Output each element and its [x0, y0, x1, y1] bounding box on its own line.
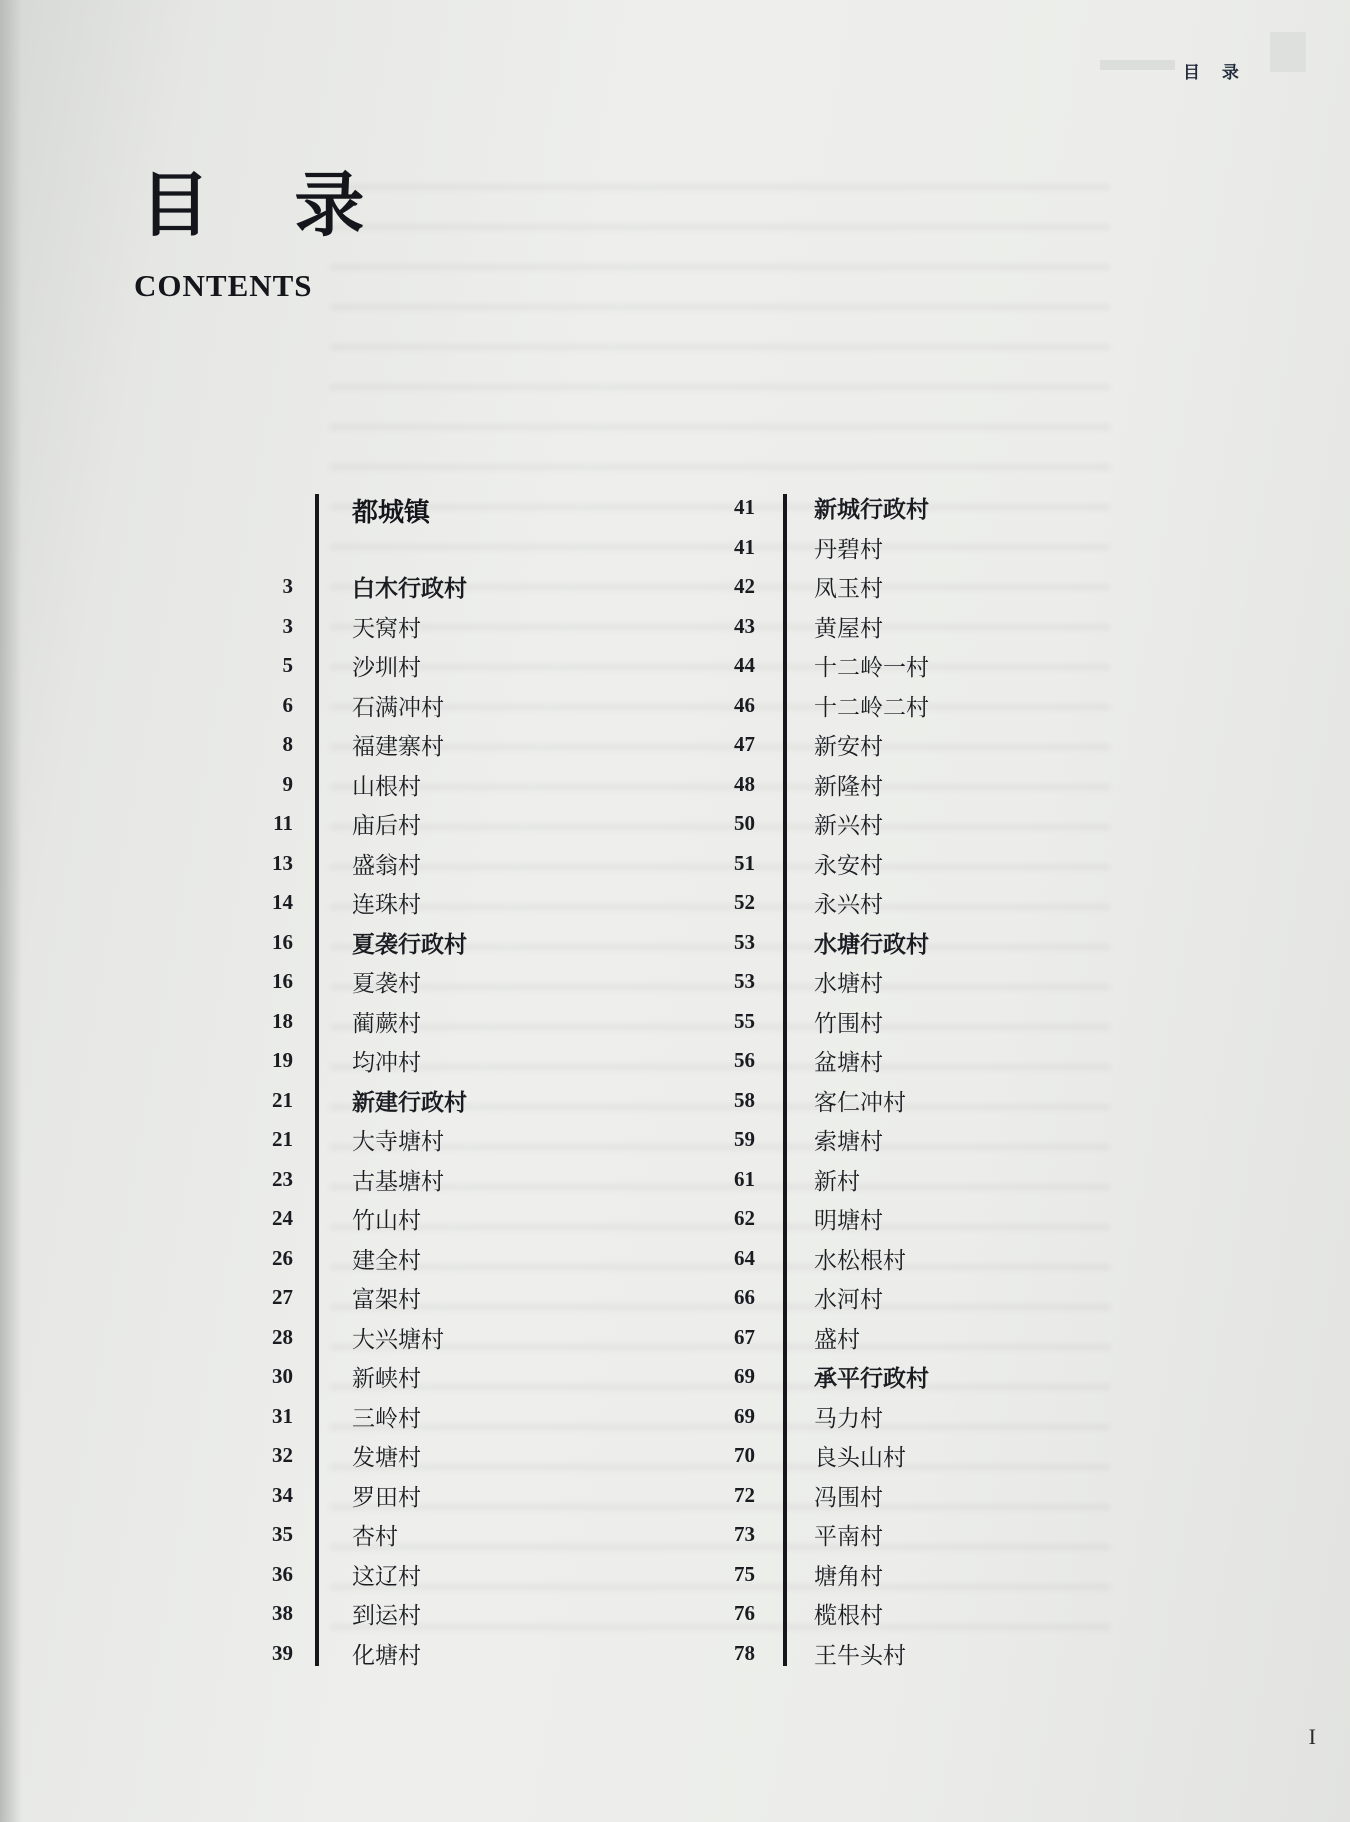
toc-village-group-name: 承平行政村 — [814, 1366, 929, 1392]
toc-page-number: 58 — [734, 1087, 755, 1112]
toc-village-group-name: 新城行政村 — [814, 497, 929, 523]
toc-page-number: 55 — [734, 1008, 755, 1033]
toc-village-name: 蔺蕨村 — [352, 1010, 421, 1037]
toc-village-name: 福建寨村 — [352, 734, 444, 760]
toc-village-name: 富架村 — [352, 1287, 421, 1313]
toc-village-name: 天窝村 — [352, 615, 421, 642]
toc-page-number: 41 — [734, 495, 755, 519]
toc-page-number: 3 — [282, 574, 293, 598]
toc-page-number: 32 — [272, 1443, 293, 1467]
toc-village-name: 榄根村 — [814, 1603, 883, 1629]
toc-page-number: 50 — [734, 811, 755, 835]
toc-village-name: 平南村 — [814, 1524, 883, 1550]
toc-page-number: 53 — [734, 929, 755, 954]
toc-page-number: 56 — [734, 1048, 755, 1072]
toc-village-name: 大寺塘村 — [352, 1129, 444, 1155]
toc-village-name: 新峡村 — [352, 1366, 421, 1392]
toc-village-name: 十二岭二村 — [814, 694, 929, 721]
toc-village-name: 发塘村 — [352, 1445, 421, 1471]
toc-village-name: 盆塘村 — [814, 1050, 883, 1076]
toc-village-name: 竹围村 — [814, 1010, 883, 1037]
toc-village-name: 建全村 — [352, 1247, 421, 1274]
header-ghost-bar — [1100, 60, 1175, 70]
toc-page-number: 41 — [734, 534, 755, 559]
toc-village-name: 王牛头村 — [814, 1642, 906, 1669]
toc-village-name: 永安村 — [814, 852, 883, 879]
toc-page-number: 43 — [734, 613, 755, 638]
toc-village-name: 盛村 — [814, 1326, 860, 1353]
toc-village-name: 新兴村 — [814, 813, 883, 839]
toc-village-name: 凤玉村 — [814, 576, 883, 602]
toc-village-name: 夏袭村 — [352, 971, 421, 997]
toc-village-name: 永兴村 — [814, 892, 883, 918]
toc-page-number: 39 — [272, 1640, 293, 1665]
toc-page-number: 16 — [272, 929, 293, 954]
toc-page-number: 48 — [734, 771, 755, 796]
toc-page-number: 75 — [734, 1561, 755, 1586]
toc-village-name: 石满冲村 — [352, 694, 444, 721]
header-ghost-block — [1270, 32, 1306, 72]
toc-page-number: 44 — [734, 653, 755, 677]
toc-page-number: 67 — [734, 1324, 755, 1349]
toc-page-number: 3 — [282, 613, 293, 638]
toc-village-name: 古基塘村 — [352, 1168, 444, 1195]
toc-village-name: 连珠村 — [352, 892, 421, 918]
toc-page-number: 64 — [734, 1245, 755, 1270]
toc-village-name: 化塘村 — [352, 1642, 421, 1669]
toc-page-number: 62 — [734, 1206, 755, 1230]
toc-village-name: 马力村 — [814, 1405, 883, 1432]
page-title-cn: 目 录 — [140, 163, 395, 246]
toc-page-number: 69 — [734, 1403, 755, 1428]
toc-page-number: 21 — [272, 1127, 293, 1151]
toc-page-number: 59 — [734, 1127, 755, 1151]
toc-village-name: 冯围村 — [814, 1484, 883, 1511]
toc-page-number: 61 — [734, 1166, 755, 1191]
toc-page-number: 38 — [272, 1601, 293, 1625]
toc-page-number: 26 — [272, 1245, 293, 1270]
page-edge-shadow — [0, 0, 22, 1822]
toc-page-number: 70 — [734, 1443, 755, 1467]
toc-page-number: 21 — [272, 1087, 293, 1112]
toc-village-name: 这辽村 — [352, 1563, 421, 1590]
toc-village-group-name: 水塘行政村 — [814, 931, 929, 958]
toc-village-group-name: 新建行政村 — [352, 1089, 467, 1116]
toc-village-name: 罗田村 — [352, 1484, 421, 1511]
toc-village-name: 山根村 — [352, 773, 421, 800]
toc-village-name: 沙圳村 — [352, 655, 421, 681]
toc-village-group-name: 夏袭行政村 — [352, 931, 467, 958]
toc-village-name: 均冲村 — [352, 1050, 421, 1076]
toc-village-name: 水松根村 — [814, 1247, 906, 1274]
toc-village-name: 新安村 — [814, 734, 883, 760]
toc-page-number: 73 — [734, 1522, 755, 1546]
right-column-rule — [783, 494, 787, 1666]
toc-page-number: 35 — [272, 1522, 293, 1546]
toc-village-name: 索塘村 — [814, 1129, 883, 1155]
toc-page-number: 76 — [734, 1601, 755, 1625]
toc-page-number: 24 — [272, 1206, 293, 1230]
toc-page-number: 69 — [734, 1364, 755, 1388]
toc-village-name: 新村 — [814, 1168, 860, 1195]
toc-page-number: 13 — [272, 850, 293, 875]
bleed-through-ghost — [330, 165, 1110, 1665]
toc-village-name: 明塘村 — [814, 1208, 883, 1234]
toc-village-group-name: 白木行政村 — [352, 576, 467, 602]
toc-page-number: 19 — [272, 1048, 293, 1072]
toc-village-name: 客仁冲村 — [814, 1089, 906, 1116]
toc-page-number: 27 — [272, 1285, 293, 1309]
toc-village-name: 黄屋村 — [814, 615, 883, 642]
toc-page-number: 36 — [272, 1561, 293, 1586]
toc-page-number: 16 — [272, 969, 293, 993]
toc-page-number: 47 — [734, 732, 755, 756]
page-number: I — [1308, 1724, 1316, 1749]
toc-page-number: 30 — [272, 1364, 293, 1388]
toc-page-number: 18 — [272, 1008, 293, 1033]
toc-page-number: 51 — [734, 850, 755, 875]
left-column-rule — [315, 494, 319, 1666]
toc-village-name: 水塘村 — [814, 971, 883, 997]
toc-village-name: 良头山村 — [814, 1445, 906, 1471]
toc-page-number: 53 — [734, 969, 755, 993]
page-title-en: CONTENTS — [134, 268, 313, 303]
section-heading-ducheng: 都城镇 — [352, 498, 431, 528]
toc-village-name: 竹山村 — [352, 1208, 421, 1234]
toc-page-number: 6 — [282, 692, 293, 717]
toc-page-number: 28 — [272, 1324, 293, 1349]
toc-page-number: 52 — [734, 890, 755, 914]
toc-page-number: 42 — [734, 574, 755, 598]
toc-village-name: 新隆村 — [814, 773, 883, 800]
toc-page-number: 11 — [273, 811, 293, 835]
toc-village-name: 十二岭一村 — [814, 655, 929, 681]
toc-village-name: 庙后村 — [352, 813, 421, 839]
toc-village-name: 大兴塘村 — [352, 1326, 444, 1353]
toc-village-name: 水河村 — [814, 1287, 883, 1313]
toc-page-number: 78 — [734, 1640, 755, 1665]
toc-village-name: 到运村 — [352, 1603, 421, 1629]
toc-page-number: 23 — [272, 1166, 293, 1191]
toc-page-number: 5 — [282, 653, 293, 677]
toc-village-name: 杏村 — [352, 1524, 398, 1550]
toc-village-name: 塘角村 — [814, 1563, 883, 1590]
toc-page-number: 66 — [734, 1285, 755, 1309]
toc-page-number: 31 — [272, 1403, 293, 1428]
toc-page-number: 34 — [272, 1482, 293, 1507]
toc-village-name: 盛翁村 — [352, 852, 421, 879]
toc-village-name: 丹碧村 — [814, 536, 883, 563]
toc-page-number: 9 — [282, 771, 293, 796]
running-header: 目 录 — [1183, 63, 1247, 83]
toc-page-number: 8 — [282, 732, 293, 756]
toc-village-name: 三岭村 — [352, 1405, 421, 1432]
toc-page-number: 14 — [272, 890, 293, 914]
toc-page-number: 46 — [734, 692, 755, 717]
toc-page-number: 72 — [734, 1482, 755, 1507]
